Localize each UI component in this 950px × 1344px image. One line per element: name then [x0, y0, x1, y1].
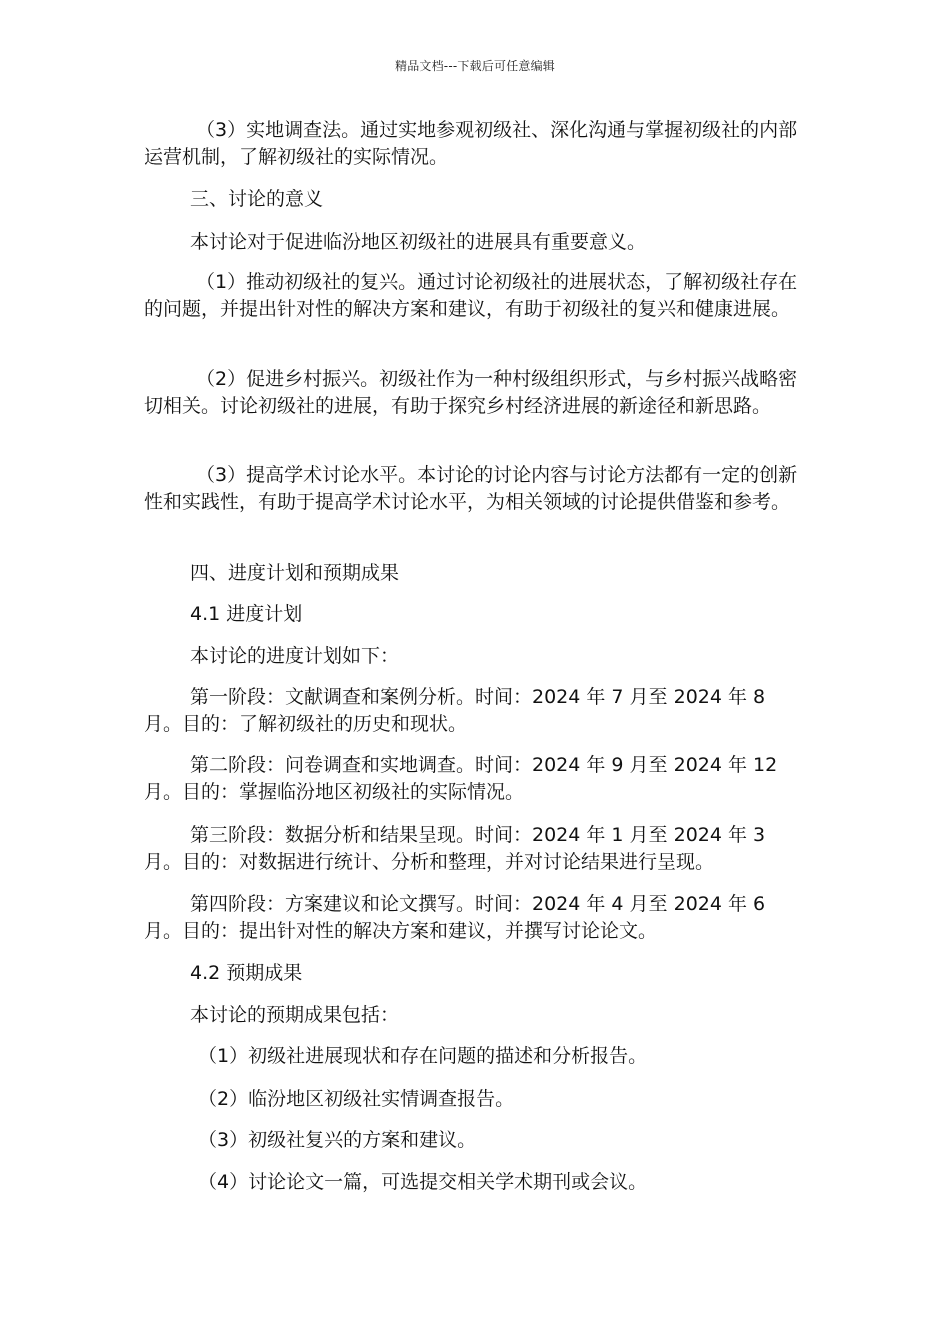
outcome-item-3: （3）初级社复兴的方案和建议。 [198, 1129, 477, 1151]
outcome-item-1: （1）初级社进展现状和存在问题的描述和分析报告。 [198, 1045, 648, 1067]
paragraph-significance-2: （2）促进乡村振兴。初级社作为一种村级组织形式，与乡村振兴战略密切相关。讨论初级社的进展，有助于探究乡村经济进展的新途径和新思路。 [144, 368, 798, 417]
section-heading-schedule-outcomes: 四、进度计划和预期成果 [190, 562, 400, 584]
paragraph-outcomes-intro: 本讨论的预期成果包括： [190, 1004, 400, 1026]
paragraph-field-survey-method: （3）实地调查法。通过实地参观初级社、深化沟通与掌握初级社的内部运营机制，了解初级社的实际情况。 [144, 119, 798, 168]
page-header: 精品文档---下载后可任意编辑 [395, 59, 555, 73]
paragraph-significance-intro: 本讨论对于促进临汾地区初级社的进展具有重要意义。 [190, 231, 647, 253]
paragraph-stage-3: 第三阶段：数据分析和结果呈现。时间：2024 年 1 月至 2024 年 3 月。目的：对数据进行统计、分析和整理，并对讨论结果进行呈现。 [144, 824, 766, 873]
paragraph-stage-4: 第四阶段：方案建议和论文撰写。时间：2024 年 4 月至 2024 年 6 月。目的：提出针对性的解决方案和建议，并撰写讨论论文。 [144, 893, 766, 942]
subsection-heading-schedule: 4.1 进度计划 [190, 603, 303, 625]
paragraph-stage-1: 第一阶段：文献调查和案例分析。时间：2024 年 7 月至 2024 年 8 月。目的：了解初级社的历史和现状。 [144, 686, 766, 735]
paragraph-schedule-intro: 本讨论的进度计划如下： [190, 645, 400, 667]
section-heading-significance: 三、讨论的意义 [190, 188, 324, 210]
outcome-item-2: （2）临汾地区初级社实情调查报告。 [198, 1088, 515, 1110]
paragraph-significance-1: （1）推动初级社的复兴。通过讨论初级社的进展状态，了解初级社存在的问题，并提出针对性的解决方案和建议，有助于初级社的复兴和健康进展。 [144, 271, 798, 320]
outcome-item-4: （4）讨论论文一篇，可选提交相关学术期刊或会议。 [198, 1171, 648, 1193]
paragraph-significance-3: （3）提高学术讨论水平。本讨论的讨论内容与讨论方法都有一定的创新性和实践性，有助于提高学术讨论水平，为相关领域的讨论提供借鉴和参考。 [144, 464, 798, 513]
paragraph-stage-2: 第二阶段：问卷调查和实地调查。时间：2024 年 9 月至 2024 年 12 月。目的：掌握临汾地区初级社的实际情况。 [144, 754, 778, 803]
subsection-heading-outcomes: 4.2 预期成果 [190, 962, 303, 984]
